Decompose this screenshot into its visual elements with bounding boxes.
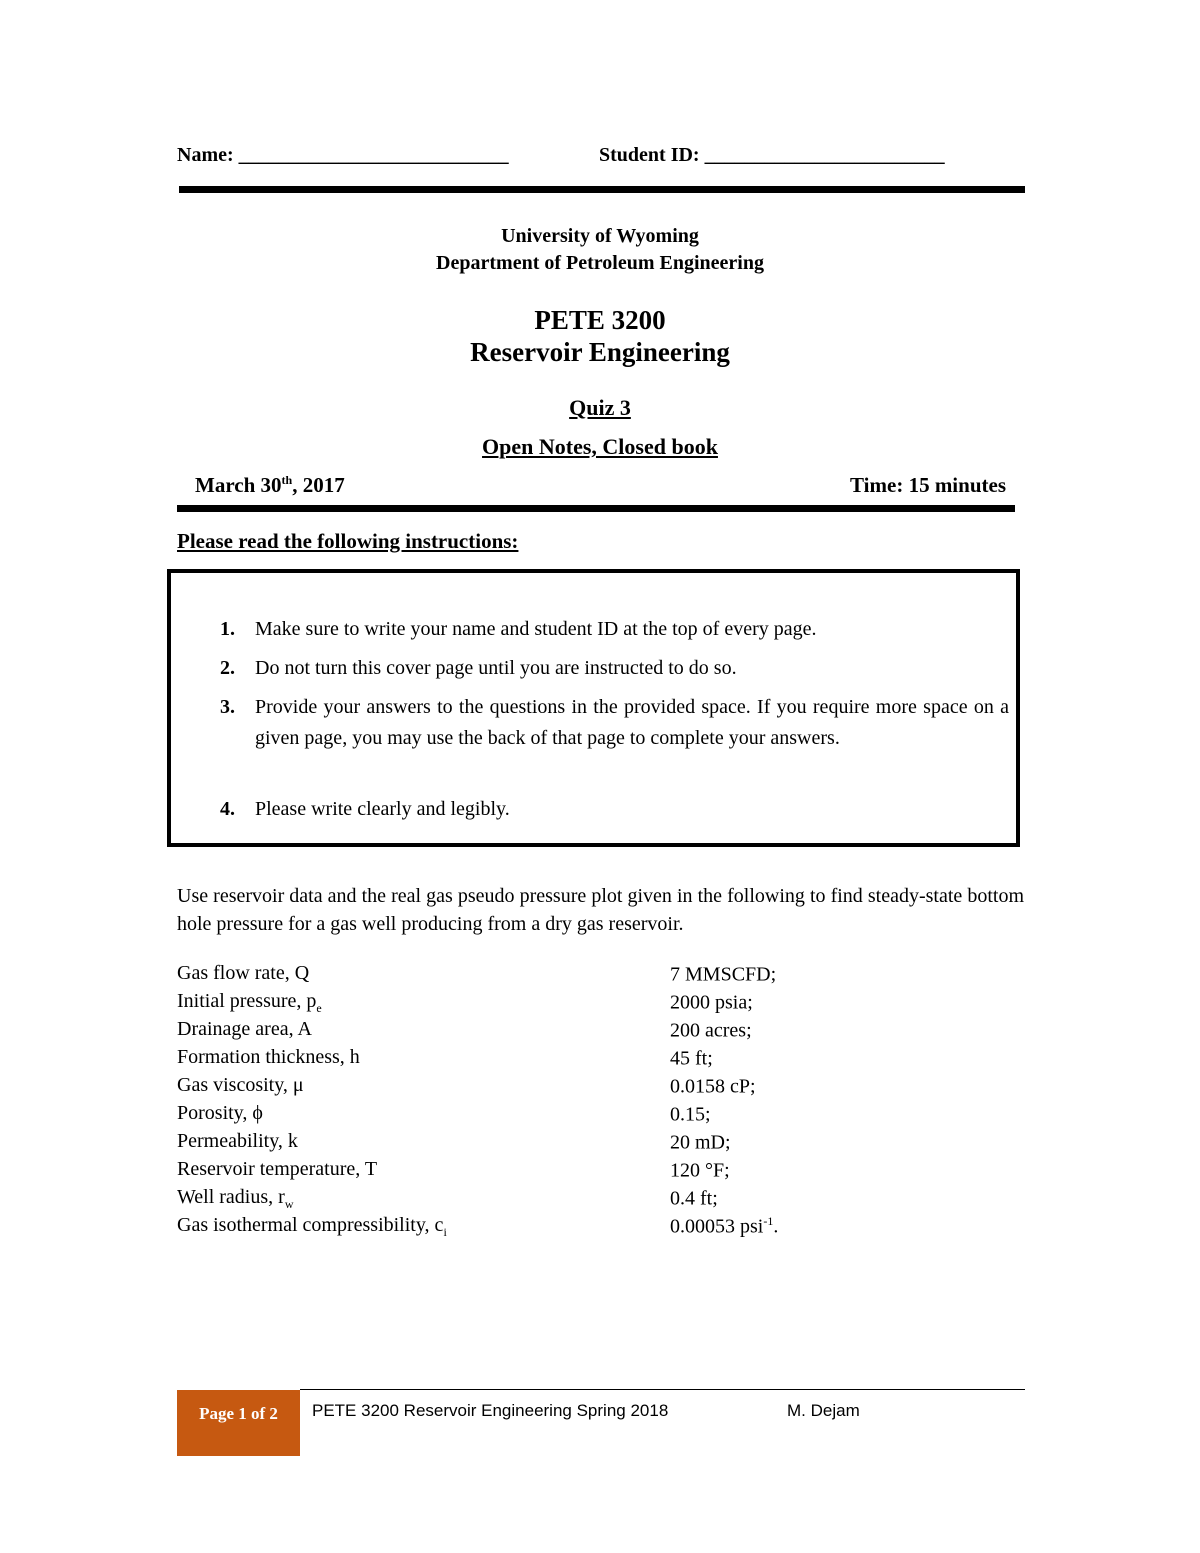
data-label: Gas isothermal compressibility, $c_i$: [177, 1214, 447, 1239]
data-label: Formation thickness, h: [177, 1046, 360, 1068]
name-field-label: Name: ___________________________: [177, 144, 509, 166]
course-code: PETE 3200: [534, 305, 666, 335]
header-divider: [179, 186, 1025, 193]
instructions-heading: Please read the following instructions:: [177, 529, 519, 553]
data-label: Drainage area, A: [177, 1018, 312, 1040]
quiz-date: March 30th, 2017: [195, 473, 345, 497]
footer-rule: [300, 1389, 1025, 1390]
data-value: 0.00053 psi$^{-1}$.: [670, 1214, 779, 1238]
data-label: Gas flow rate, Q: [177, 962, 310, 984]
data-value: 0.0158 cP;: [670, 1075, 756, 1098]
data-label: Reservoir temperature, T: [177, 1158, 378, 1180]
page-number-tab: [177, 1390, 300, 1456]
data-value: 0.15;: [670, 1103, 711, 1126]
footer-course-info: PETE 3200 Reservoir Engineering Spring 2018: [312, 1401, 669, 1420]
data-label: Gas viscosity, μ: [177, 1074, 304, 1096]
course-name: Reservoir Engineering: [470, 337, 730, 367]
university-name: University of Wyoming: [501, 225, 699, 247]
department-name: Department of Petroleum Engineering: [436, 252, 764, 274]
data-value: 45 ft;: [670, 1047, 713, 1070]
data-label: Permeability, k: [177, 1130, 298, 1152]
data-value: 7 MMSCFD;: [670, 963, 777, 986]
instructions-list: 1. Make sure to write your name and student ID at the top of every page. 2. Do not turn this cover page until you are instructed to do so. 3. Provide your answers to the questions in the provided space. If you require more space on a given page, you may use the back of that page to complete your answers. 4. Please write clearly and legibly.: [220, 618, 1009, 820]
data-value: 120 °F;: [670, 1159, 730, 1182]
page-number: Page 1 of 2: [199, 1404, 278, 1423]
reservoir-data-table: [0, 962, 1200, 1242]
problem-statement: Use reservoir data and the real gas pseudo pressure plot given in the following to find steady-state bottom hole pressure for a gas well producing from a dry gas reservoir.: [177, 885, 1024, 935]
data-value: 200 acres;: [670, 1019, 752, 1042]
data-label: Well radius, $r_w$: [177, 1186, 294, 1211]
student-id-field-label: Student ID: ________________________: [599, 144, 945, 166]
quiz-divider: [177, 505, 1015, 512]
quiz-title: Quiz 3: [569, 395, 631, 420]
footer-author: M. Dejam: [787, 1401, 860, 1420]
data-value: 2000 psia;: [670, 991, 753, 1014]
data-value: 0.4 ft;: [670, 1187, 718, 1210]
quiz-time: Time: 15 minutes: [850, 473, 1006, 497]
data-label: Porosity, ϕ: [177, 1102, 263, 1124]
data-label: Initial pressure, $p_e$: [177, 990, 322, 1015]
data-value: 20 mD;: [670, 1131, 731, 1154]
quiz-policy: Open Notes, Closed book: [482, 434, 718, 459]
